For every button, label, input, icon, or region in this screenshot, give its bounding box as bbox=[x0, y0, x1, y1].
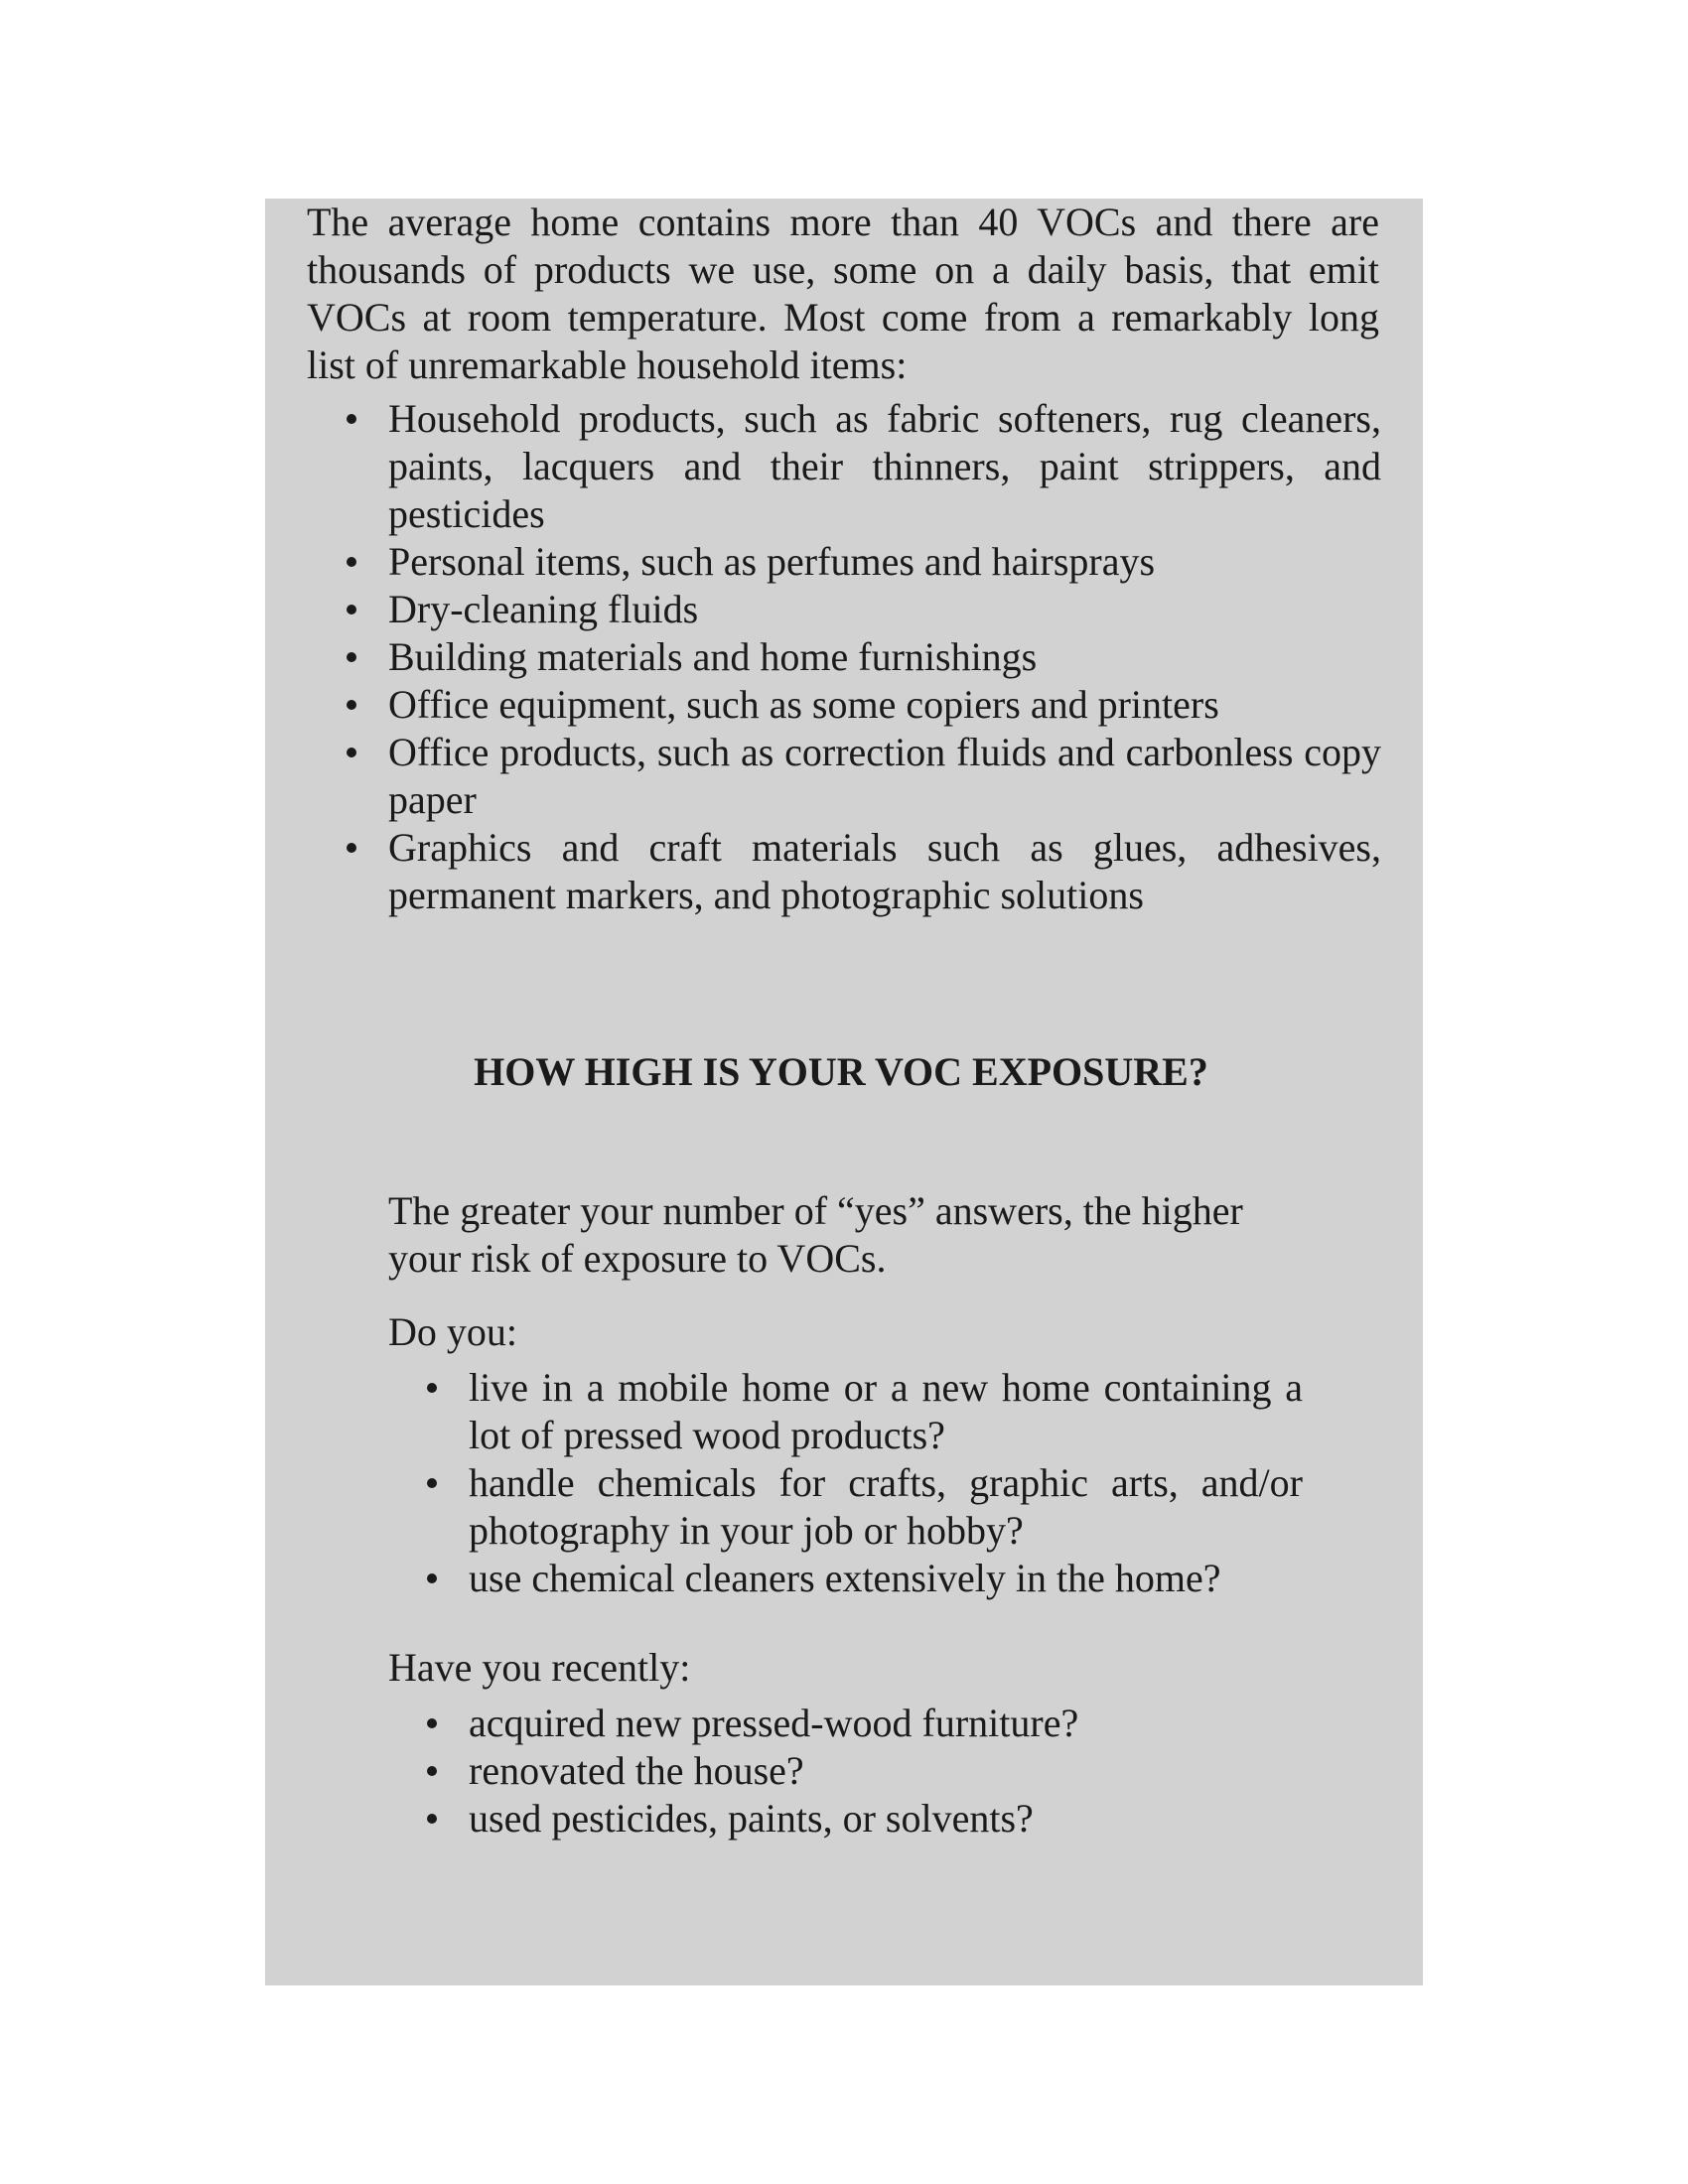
list-item-text: Office products, such as correction fluids and carbonless copy paper bbox=[388, 730, 1381, 822]
section-heading: HOW HIGH IS YOUR VOC EXPOSURE? bbox=[474, 1049, 1208, 1094]
bullet-icon bbox=[427, 1718, 437, 1728]
bullet-icon bbox=[427, 1383, 437, 1393]
bullet-icon bbox=[347, 843, 356, 853]
list-item-text: Graphics and craft materials such as glues, adhesives, permanent markers, and photographic solutions bbox=[388, 825, 1381, 917]
list-item-text: use chemical cleaners extensively in the home? bbox=[469, 1556, 1221, 1600]
bullet-icon bbox=[347, 652, 356, 662]
list-item-text: Office equipment, such as some copiers and printers bbox=[388, 682, 1219, 727]
bullet-icon bbox=[347, 700, 356, 710]
list-item bbox=[469, 1795, 1303, 1843]
do-you-label: Do you: bbox=[388, 1309, 517, 1354]
quiz-intro-paragraph: The greater your number of “yes” answers, the higher your risk of exposure to VOCs. bbox=[388, 1188, 1243, 1281]
list-item bbox=[469, 1555, 1303, 1602]
bullet-icon bbox=[347, 414, 356, 424]
content-panel bbox=[265, 199, 1423, 1985]
list-item-text: Building materials and home furnishings bbox=[388, 634, 1038, 679]
voc-sources-list bbox=[388, 395, 1381, 919]
bullet-icon bbox=[427, 1814, 437, 1824]
bullet-icon bbox=[347, 557, 356, 567]
list-item-text: renovated the house? bbox=[469, 1748, 804, 1793]
bullet-icon bbox=[347, 605, 356, 614]
list-item bbox=[388, 633, 1381, 681]
list-item-text: handle chemicals for crafts, graphic arts, and/or photography in your job or hobby? bbox=[469, 1460, 1303, 1553]
bullet-icon bbox=[427, 1573, 437, 1583]
bullet-icon bbox=[427, 1766, 437, 1776]
intro-paragraph: The average home contains more than 40 VOCs and there are thousands of products we use, some on a daily basis, that emit VOCs at room temperature. Most come from a remarkably long list of unremarkable household items: bbox=[307, 200, 1379, 387]
bullet-icon bbox=[347, 748, 356, 757]
list-item bbox=[469, 1459, 1303, 1555]
list-item bbox=[388, 729, 1381, 824]
list-item bbox=[388, 586, 1381, 633]
list-item-text: Household products, such as fabric softeners, rug cleaners, paints, lacquers and their thinners, paint strippers, and pesticides bbox=[388, 396, 1381, 536]
list-item bbox=[469, 1747, 1303, 1795]
list-item-text: Personal items, such as perfumes and hairsprays bbox=[388, 539, 1156, 584]
bullet-icon bbox=[427, 1478, 437, 1488]
list-item bbox=[388, 824, 1381, 919]
recently-label: Have you recently: bbox=[388, 1645, 691, 1690]
list-item bbox=[469, 1700, 1303, 1747]
list-item-text: Dry-cleaning fluids bbox=[388, 587, 699, 631]
list-item bbox=[388, 681, 1381, 729]
recently-list bbox=[469, 1700, 1303, 1843]
list-item-text: used pesticides, paints, or solvents? bbox=[469, 1796, 1034, 1841]
list-item bbox=[388, 395, 1381, 538]
list-item bbox=[388, 538, 1381, 586]
list-item bbox=[469, 1364, 1303, 1459]
do-you-list bbox=[469, 1364, 1303, 1602]
list-item-text: acquired new pressed-wood furniture? bbox=[469, 1701, 1079, 1745]
list-item-text: live in a mobile home or a new home containing a lot of pressed wood products? bbox=[469, 1365, 1303, 1457]
